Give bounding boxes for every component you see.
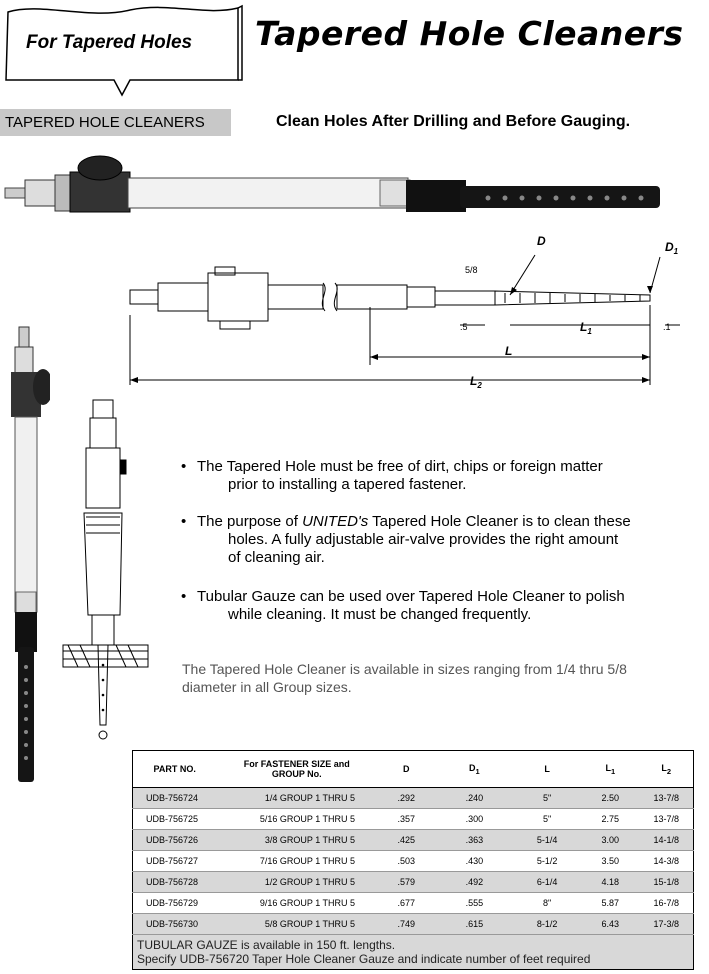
cell-l: 5-1/4 <box>513 830 581 851</box>
drawing-label-l2: $L_2$ <box>470 374 482 390</box>
col-l1: $L_1$ <box>581 751 639 788</box>
table-row <box>133 788 694 809</box>
cell-l: 8-1/2 <box>513 914 581 935</box>
bullet-item: • The purpose of UNITED's Tapered Hole Cleaner is to clean these holes. A fully adjustable air-valve provides the right amount of cleaning air. <box>181 513 631 566</box>
cell-d: .749 <box>377 914 435 935</box>
cell-l1: 4.18 <box>581 872 639 893</box>
cell-l: 6-1/4 <box>513 872 581 893</box>
cell-l: 5-1/2 <box>513 851 581 872</box>
bullet-item: • The Tapered Hole must be free of dirt, chips or foreign matter prior to installing a tapered fastener. <box>181 458 603 493</box>
col-fastener: For FASTENER SIZE and GROUP No. <box>216 751 377 788</box>
table-row <box>133 893 694 914</box>
cell-d1: .492 <box>436 872 514 893</box>
drawing-label-l: L <box>505 344 513 358</box>
col-l2: $L_2$ <box>640 751 694 788</box>
table-row <box>133 830 694 851</box>
drawing-label-dim-5: .5 <box>460 322 468 332</box>
cell-l1: 3.00 <box>581 830 639 851</box>
table-row <box>133 851 694 872</box>
cell-l2: 13-7/8 <box>640 809 694 830</box>
cell-part-no: UDB-756724 <box>133 788 217 809</box>
cell-d1: .240 <box>436 788 514 809</box>
cell-part-no: UDB-756726 <box>133 830 217 851</box>
table-header-row <box>133 751 694 788</box>
cell-l2: 16-7/8 <box>640 893 694 914</box>
cell-d: .677 <box>377 893 435 914</box>
cell-d: .503 <box>377 851 435 872</box>
cell-d1: .430 <box>436 851 514 872</box>
cell-d1: .615 <box>436 914 514 935</box>
cell-l1: 5.87 <box>581 893 639 914</box>
cell-fastener: 9/16 GROUP 1 THRU 5 <box>216 893 377 914</box>
cell-d1: .363 <box>436 830 514 851</box>
drawing-label-d1: $D_1$ <box>665 240 679 256</box>
cell-l2: 14-1/8 <box>640 830 694 851</box>
section-label: TAPERED HOLE CLEANERS <box>0 109 231 136</box>
cell-d1: .300 <box>436 809 514 830</box>
cell-l: 5" <box>513 809 581 830</box>
col-d1: $D_1$ <box>436 751 514 788</box>
drawing-label-five-eighths: 5/8 <box>465 265 478 275</box>
cell-l: 8" <box>513 893 581 914</box>
col-d: D <box>377 751 435 788</box>
table-footnote: TUBULAR GAUZE is available in 150 ft. lengths. Specify UDB-756720 Taper Hole Cleaner Gauze and indicate number of feet required <box>133 935 694 970</box>
cell-l2: 17-3/8 <box>640 914 694 935</box>
cell-l1: 2.75 <box>581 809 639 830</box>
drawing-label-l1: $L_1$ <box>580 320 592 336</box>
drawing-label-dim-1: .1 <box>663 322 671 332</box>
cell-l2: 14-3/8 <box>640 851 694 872</box>
cell-l2: 15-1/8 <box>640 872 694 893</box>
table-row <box>133 914 694 935</box>
cell-part-no: UDB-756729 <box>133 893 217 914</box>
cell-d: .425 <box>377 830 435 851</box>
table-row <box>133 872 694 893</box>
page-subtitle: Clean Holes After Drilling and Before Gauging. <box>276 113 631 130</box>
cell-l1: 3.50 <box>581 851 639 872</box>
drawing-label-d: D <box>537 235 546 248</box>
cell-d1: .555 <box>436 893 514 914</box>
cell-fastener: 7/16 GROUP 1 THRU 5 <box>216 851 377 872</box>
cell-part-no: UDB-756727 <box>133 851 217 872</box>
cell-fastener: 1/2 GROUP 1 THRU 5 <box>216 872 377 893</box>
dimension-drawing <box>125 235 685 395</box>
cell-l2: 13-7/8 <box>640 788 694 809</box>
product-photo-horizontal <box>0 150 709 230</box>
cell-fastener: 5/8 GROUP 1 THRU 5 <box>216 914 377 935</box>
cell-fastener: 5/16 GROUP 1 THRU 5 <box>216 809 377 830</box>
sizes-table <box>132 750 694 970</box>
cell-fastener: 1/4 GROUP 1 THRU 5 <box>216 788 377 809</box>
cell-l: 5" <box>513 788 581 809</box>
cell-d: .579 <box>377 872 435 893</box>
cell-d: .292 <box>377 788 435 809</box>
cell-fastener: 3/8 GROUP 1 THRU 5 <box>216 830 377 851</box>
availability-note: The Tapered Hole Cleaner is available in sizes ranging from 1/4 thru 5/8 diameter in all Group sizes. <box>182 661 627 695</box>
header-tag-label: For Tapered Holes <box>26 32 193 53</box>
cell-l1: 2.50 <box>581 788 639 809</box>
col-part-no: PART NO. <box>133 751 217 788</box>
page-title: Tapered Hole Cleaners <box>255 14 684 53</box>
table-row <box>133 809 694 830</box>
product-photo-vertical <box>5 322 50 787</box>
cell-part-no: UDB-756730 <box>133 914 217 935</box>
cross-section-drawing <box>58 395 153 745</box>
col-l: L <box>513 751 581 788</box>
bullet-item: • Tubular Gauze can be used over Tapered Hole Cleaner to polish while cleaning. It must be changed frequently. <box>181 588 625 623</box>
cell-part-no: UDB-756725 <box>133 809 217 830</box>
cell-part-no: UDB-756728 <box>133 872 217 893</box>
cell-l1: 6.43 <box>581 914 639 935</box>
cell-d: .357 <box>377 809 435 830</box>
